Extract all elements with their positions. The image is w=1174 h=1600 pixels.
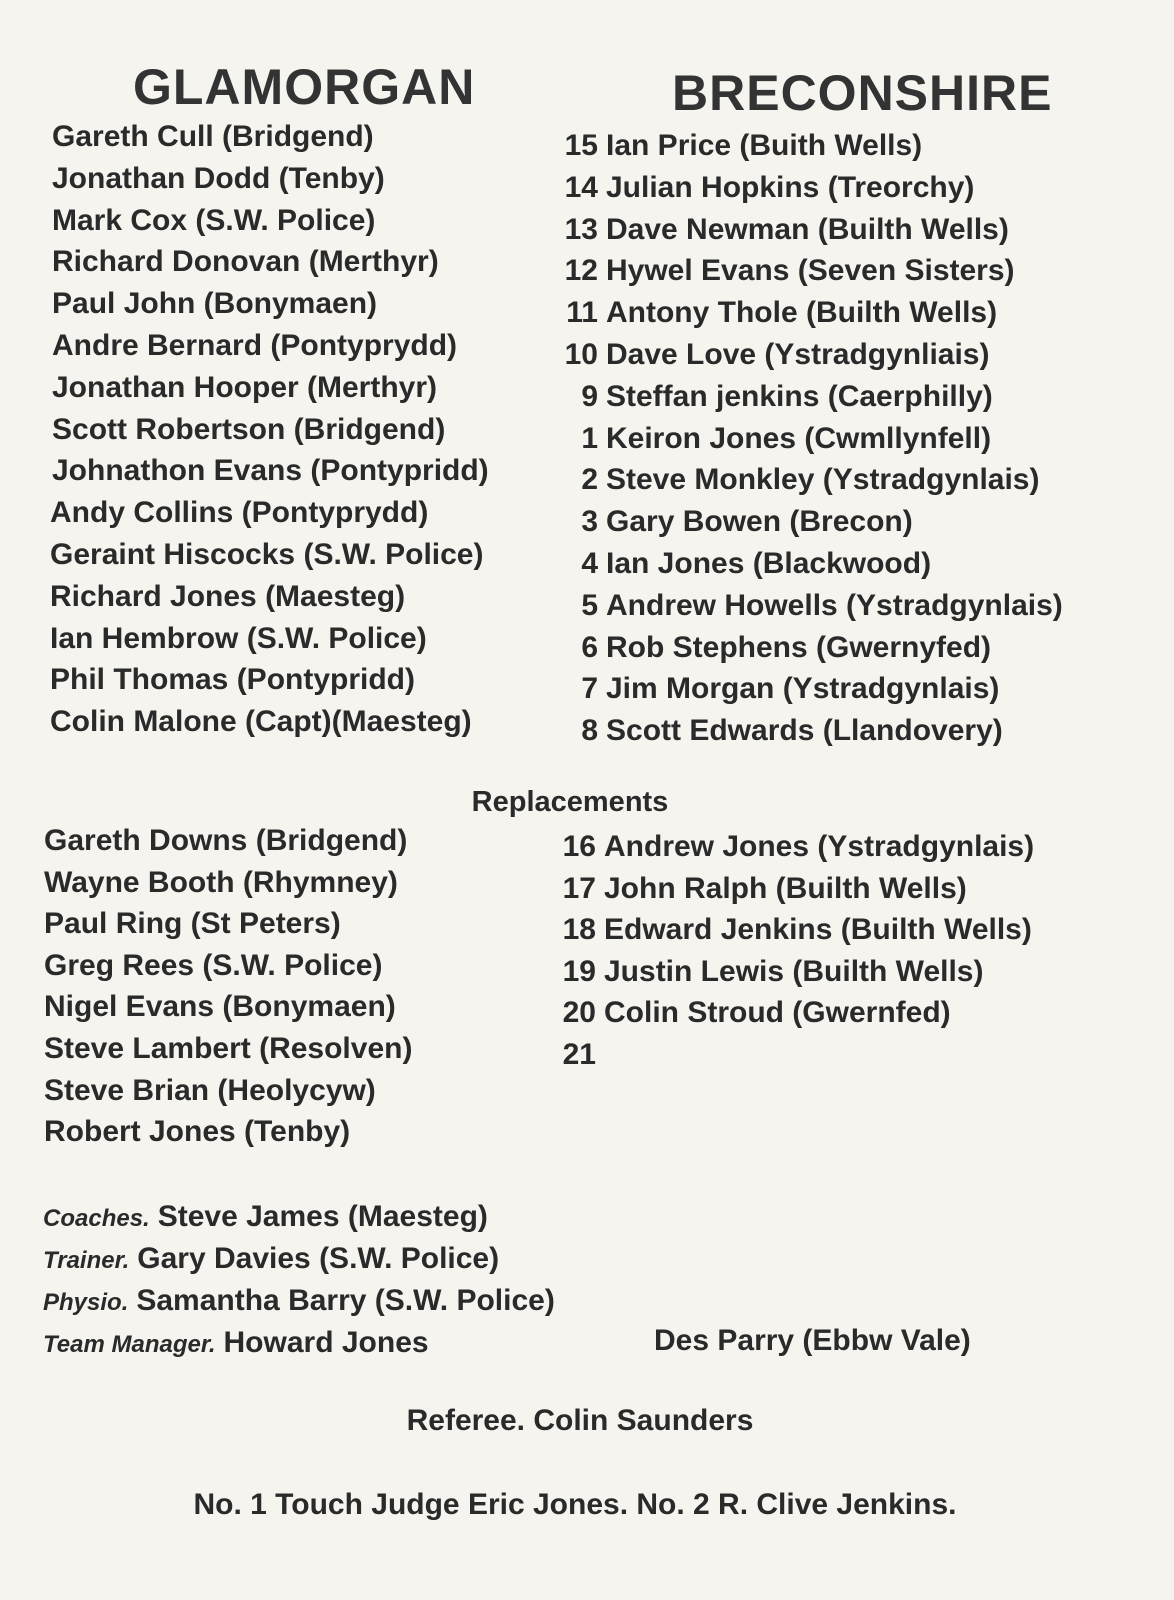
list-item: Richard Donovan (Merthyr) (52, 245, 439, 279)
list-item (558, 826, 1034, 868)
list-item (560, 501, 1063, 543)
staff-role: Coaches. (43, 1205, 150, 1232)
list-item: Mark Cox (S.W. Police) (52, 203, 376, 237)
list-item (560, 710, 1063, 752)
list-item: Steve Lambert (Resolven) (44, 1031, 413, 1065)
staff-item (43, 1238, 555, 1280)
list-item: Robert Jones (Tenby) (44, 1115, 351, 1149)
breconshire-replacements (558, 826, 1034, 1076)
list-item (558, 1034, 1034, 1076)
player-name: Jim Morgan (Ystradgynlais) (606, 672, 1000, 706)
player-name: Andrew Jones (Ystradgynlais) (604, 830, 1035, 863)
player-name: Steve Monkley (Ystradgynlais) (606, 463, 1040, 497)
list-item: Wayne Booth (Rhymney) (44, 865, 398, 899)
replacements-heading: Replacements (471, 786, 669, 818)
shirt-number: 13 (564, 212, 598, 246)
staff-role: Trainer. (43, 1247, 130, 1274)
player-name: Ian Price (Buith Wells) (606, 129, 923, 162)
list-item (558, 909, 1034, 951)
player-name: Colin Stroud (Gwernfed) (604, 996, 951, 1030)
list-item (560, 418, 1063, 460)
shirt-number: 8 (581, 714, 598, 748)
shirt-number: 18 (562, 913, 596, 947)
list-item (560, 167, 1063, 209)
list-item (560, 334, 1063, 376)
staff-item (43, 1280, 555, 1322)
list-item: Greg Rees (S.W. Police) (44, 948, 383, 982)
player-name: Steffan jenkins (Caerphilly) (606, 379, 993, 413)
shirt-number: 20 (562, 996, 596, 1030)
list-item: Andy Collins (Pontyprydd) (50, 496, 429, 530)
breconshire-manager: Des Parry (Ebbw Vale) (654, 1324, 971, 1357)
shirt-number: 15 (564, 129, 598, 162)
shirt-number: 6 (581, 630, 598, 664)
list-item (560, 250, 1063, 292)
player-name: Justin Lewis (Builth Wells) (604, 954, 984, 988)
glamorgan-replacements (44, 820, 412, 1153)
list-item: Gareth Downs (Bridgend) (44, 824, 408, 857)
list-item: Steve Brian (Heolycyw) (44, 1073, 376, 1107)
player-name: Scott Edwards (Llandovery) (606, 714, 1003, 748)
list-item (558, 868, 1034, 910)
player-name: Keiron Jones (Cwmllynfell) (606, 421, 992, 455)
shirt-number: 11 (566, 296, 598, 330)
player-name: Ian Jones (Blackwood) (606, 546, 932, 580)
list-item: Ian Hembrow (S.W. Police) (50, 621, 427, 655)
list-item (560, 585, 1063, 627)
player-name: Julian Hopkins (Treorchy) (606, 170, 975, 204)
staff-name: Steve James (Maesteg) (157, 1200, 488, 1233)
list-item: Phil Thomas (Pontypridd) (50, 663, 415, 697)
list-item: Colin Malone (Capt)(Maesteg) (50, 705, 472, 739)
list-item: Johnathon Evans (Pontypridd) (52, 454, 489, 488)
touch-judges-line: No. 1 Touch Judge Eric Jones. No. 2 R. Clive Jenkins. (193, 1488, 957, 1521)
glamorgan-title: GLAMORGAN (133, 59, 476, 115)
list-item (558, 992, 1034, 1034)
player-name: Edward Jenkins (Builth Wells) (604, 913, 1032, 947)
list-item (560, 376, 1063, 418)
shirt-number: 16 (562, 830, 596, 863)
list-item (558, 951, 1034, 993)
staff-role: Physio. (43, 1289, 129, 1316)
shirt-number: 5 (581, 588, 598, 622)
list-item: Jonathan Hooper (Merthyr) (52, 370, 438, 404)
shirt-number: 7 (581, 672, 598, 706)
list-item (560, 627, 1063, 669)
breconshire-title: BRECONSHIRE (672, 65, 1053, 121)
list-item (560, 292, 1063, 334)
list-item (560, 668, 1063, 710)
list-item: Scott Robertson (Bridgend) (52, 412, 446, 446)
shirt-number: 10 (564, 337, 598, 371)
referee-line: Referee. Colin Saunders (406, 1404, 754, 1437)
shirt-number: 4 (581, 546, 598, 580)
staff-name: Gary Davies (S.W. Police) (137, 1242, 500, 1275)
list-item (560, 209, 1063, 251)
glamorgan-players (52, 116, 489, 743)
list-item: Geraint Hiscocks (S.W. Police) (50, 537, 484, 571)
player-name: Hywel Evans (Seven Sisters) (606, 254, 1015, 288)
shirt-number: 3 (581, 505, 598, 539)
staff-name: Samantha Barry (S.W. Police) (136, 1284, 555, 1317)
list-item (560, 459, 1063, 501)
player-name: Dave Love (Ystradgynliais) (606, 337, 990, 371)
staff-item (43, 1196, 555, 1238)
list-item: Gareth Cull (Bridgend) (52, 120, 374, 153)
list-item: Andre Bernard (Pontyprydd) (52, 328, 458, 362)
list-item: Nigel Evans (Bonymaen) (44, 990, 396, 1024)
breconshire-players (560, 125, 1063, 752)
shirt-number: 9 (581, 379, 598, 413)
shirt-number: 1 (581, 421, 598, 455)
player-name: Dave Newman (Builth Wells) (606, 212, 1009, 246)
list-item (560, 125, 1063, 167)
shirt-number: 21 (562, 1037, 596, 1071)
player-name: John Ralph (Builth Wells) (604, 871, 967, 905)
list-item: Jonathan Dodd (Tenby) (52, 161, 385, 195)
player-name: Andrew Howells (Ystradgynlais) (606, 588, 1063, 622)
staff-name: Howard Jones (223, 1326, 429, 1359)
list-item: Richard Jones (Maesteg) (50, 579, 406, 613)
shirt-number: 17 (562, 871, 596, 905)
staff-item (43, 1322, 555, 1364)
shirt-number: 19 (562, 954, 596, 988)
shirt-number: 14 (564, 170, 598, 204)
staff-role: Team Manager. (43, 1331, 216, 1358)
shirt-number: 12 (564, 254, 598, 288)
shirt-number: 2 (581, 463, 598, 497)
team-staff (43, 1196, 555, 1364)
list-item: Paul Ring (St Peters) (44, 907, 341, 941)
list-item: Paul John (Bonymaen) (52, 287, 378, 321)
player-name: Antony Thole (Builth Wells) (606, 296, 998, 330)
player-name: Gary Bowen (Brecon) (606, 505, 913, 539)
list-item (560, 543, 1063, 585)
player-name: Rob Stephens (Gwernyfed) (606, 630, 992, 664)
